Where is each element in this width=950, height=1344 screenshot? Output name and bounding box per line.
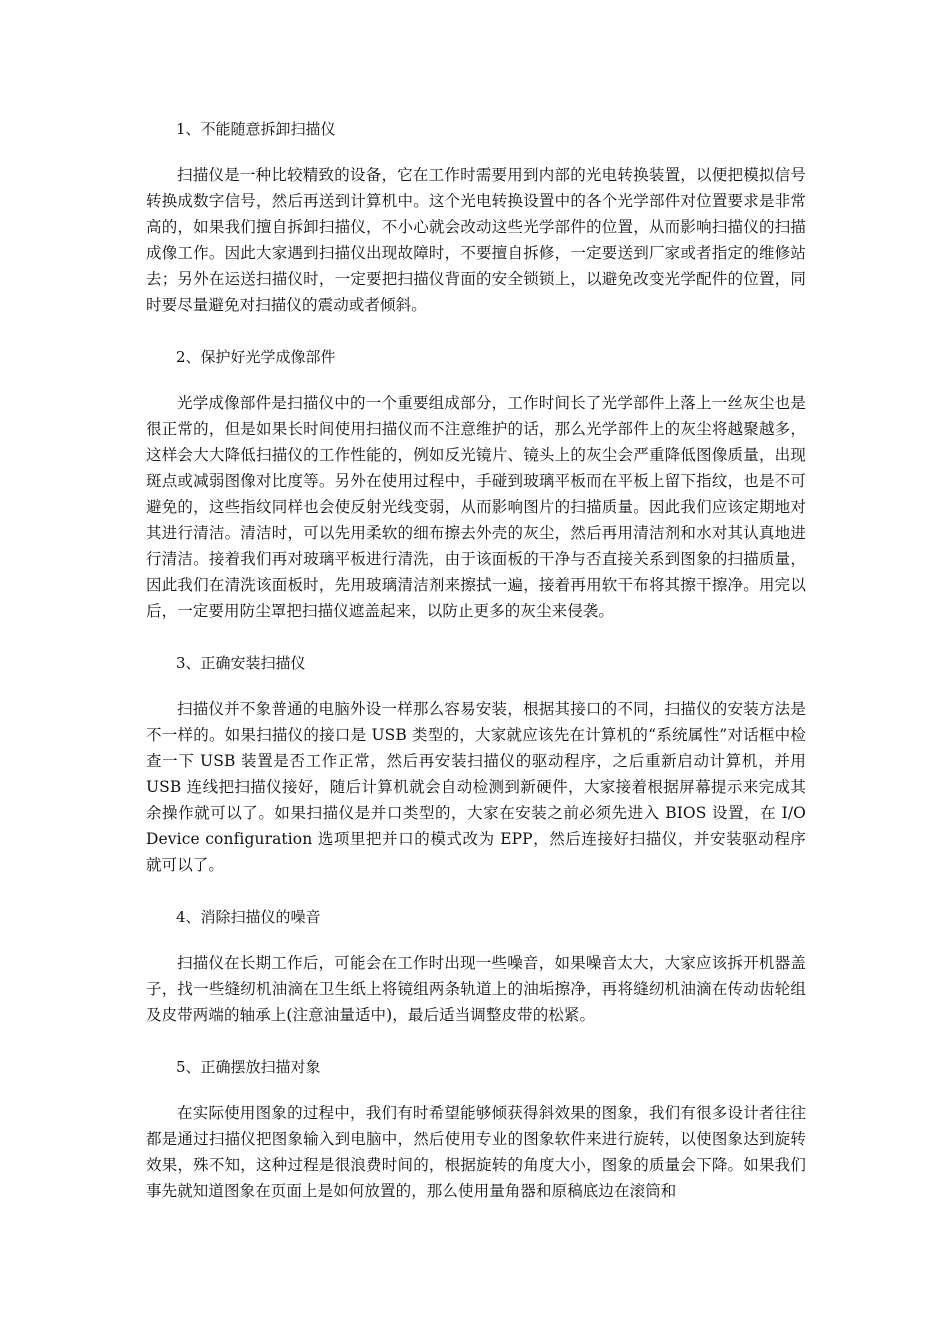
section-5 [146, 1054, 806, 1204]
section-paragraph: 扫描仪在长期工作后，可能会在工作时出现一些噪音，如果噪音太大，大家应该拆开机器盖子，找一些缝纫机油滴在卫生纸上将镜组两条轨道上的油垢擦净，再将缝纫机油滴在传动齿轮组及皮带两端的轴承上(注意油量适中)，最后适当调整皮带的松紧。 [146, 954, 806, 1024]
section-heading: 5、正确摆放扫描对象 [176, 1058, 321, 1076]
section-heading: 1、不能随意拆卸扫描仪 [176, 120, 336, 138]
section-heading: 3、正确安装扫描仪 [176, 654, 306, 672]
section-2 [146, 344, 806, 624]
section-4 [146, 904, 806, 1028]
section-1 [146, 116, 806, 318]
section-paragraph: 扫描仪并不象普通的电脑外设一样那么容易安装，根据其接口的不同，扫描仪的安装方法是不一样的。如果扫描仪的接口是 USB 类型的，大家就应该先在计算机的“系统属性”对话框中检查一下 USB 装置是否工作正常，然后再安装扫描仪的驱动程序，之后重新启动计算机，并用 USB 连线把扫描仪接好，随后计算机就会自动检测到新硬件，大家接着根据屏幕提示来完成其余操作就可以了。如果扫描仪是并口类型的，大家在安装之前必须先进入 BIOS 设置，在 I/O Device configuration 选项里把并口的模式改为 EPP，然后连接好扫描仪，并安装驱动程序就可以了。 [146, 700, 806, 874]
document-body [146, 116, 806, 1230]
section-3 [146, 650, 806, 878]
section-paragraph: 光学成像部件是扫描仪中的一个重要组成部分，工作时间长了光学部件上落上一丝灰尘也是很正常的，但是如果长时间使用扫描仪而不注意维护的话，那么光学部件上的灰尘将越聚越多，这样会大大降低扫描仪的工作性能的，例如反光镜片、镜头上的灰尘会严重降低图像质量，出现斑点或减弱图像对比度等。另外在使用过程中，手碰到玻璃平板而在平板上留下指纹，也是不可避免的，这些指纹同样也会使反射光线变弱，从而影响图片的扫描质量。因此我们应该定期地对其进行清洁。清洁时，可以先用柔软的细布擦去外壳的灰尘，然后再用清洁剂和水对其认真地进行清洁。接着我们再对玻璃平板进行清洗，由于该面板的干净与否直接关系到图象的扫描质量，因此我们在清洗该面板时，先用玻璃清洁剂来擦拭一遍，接着再用软干布将其擦干擦净。用完以后，一定要用防尘罩把扫描仪遮盖起来，以防止更多的灰尘来侵袭。 [146, 394, 806, 620]
section-heading: 4、消除扫描仪的噪音 [176, 908, 321, 926]
section-heading: 2、保护好光学成像部件 [176, 348, 336, 366]
section-paragraph: 在实际使用图象的过程中，我们有时希望能够倾获得斜效果的图象，我们有很多设计者往往都是通过扫描仪把图象输入到电脑中，然后使用专业的图象软件来进行旋转，以使图象达到旋转效果，殊不知，这种过程是很浪费时间的，根据旋转的角度大小，图象的质量会下降。如果我们事先就知道图象在页面上是如何放置的，那么使用量角器和原稿底边在滚筒和 [146, 1104, 806, 1200]
section-paragraph: 扫描仪是一种比较精致的设备，它在工作时需要用到内部的光电转换装置，以便把模拟信号转换成数字信号，然后再送到计算机中。这个光电转换设置中的各个光学部件对位置要求是非常高的，如果我们擅自拆卸扫描仪，不小心就会改动这些光学部件的位置，从而影响扫描仪的扫描成像工作。因此大家遇到扫描仪出现故障时，不要擅自拆修，一定要送到厂家或者指定的维修站去；另外在运送扫描仪时，一定要把扫描仪背面的安全锁锁上，以避免改变光学配件的位置，同时要尽量避免对扫描仪的震动或者倾斜。 [146, 166, 806, 314]
